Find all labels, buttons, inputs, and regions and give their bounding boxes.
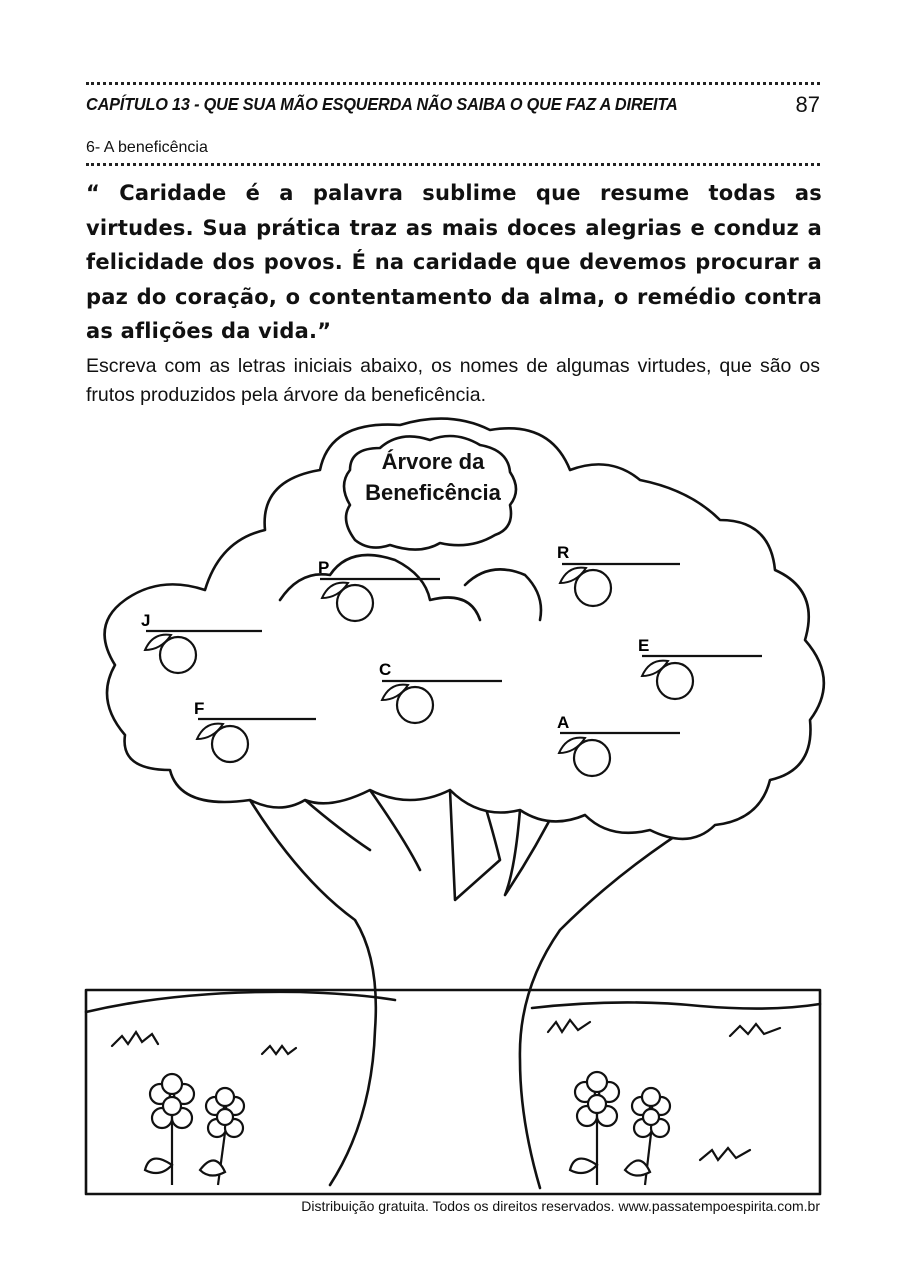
tree-trunk [250,800,700,1188]
grass-tuft [700,1148,750,1160]
fruit-letter-a: A [557,713,570,732]
ground-frame [86,990,820,1194]
charity-quote: “ Caridade é a palavra sublime que resume todas as virtudes. Sua prática traz as mais doces alegrias e conduz a felicidade dos povos. É na caridade que devemos procurar a paz do coração, o contentamento da alma, o remédio contra as aflições da vida.” [86,181,822,343]
tree-title-line2: Beneficência [365,480,501,505]
section-title: 6- A beneficência [86,139,208,156]
tree-title-line1: Árvore da [381,449,485,474]
flower-left [145,1074,244,1185]
grass-tuft [548,1020,590,1032]
grass-tuft [112,1032,158,1046]
fruit-letter-f: F [194,699,205,718]
fruit-letter-p: P [318,558,330,577]
footer-credit: Distribuição gratuita. Todos os direitos reservados. www.passatempoespirita.com.br [301,1198,820,1214]
grass-tuft [730,1024,780,1036]
exercise-instruction: Escreva com as letras iniciais abaixo, os nomes de algumas virtudes, que são os frutos produzidos pela árvore da beneficência. [86,355,820,406]
fruit-letter-c: C [379,660,392,679]
fruit-letter-j: J [141,611,151,630]
chapter-title: CAPÍTULO 13 - QUE SUA MÃO ESQUERDA NÃO SAIBA O QUE FAZ A DIREITA [86,94,678,114]
hill-line [86,992,820,1012]
fruit-letter-e: E [638,636,650,655]
page-number: 87 [795,92,820,117]
flower-right [570,1072,670,1185]
fruit-letter-r: R [557,543,570,562]
grass-tuft [262,1046,296,1054]
